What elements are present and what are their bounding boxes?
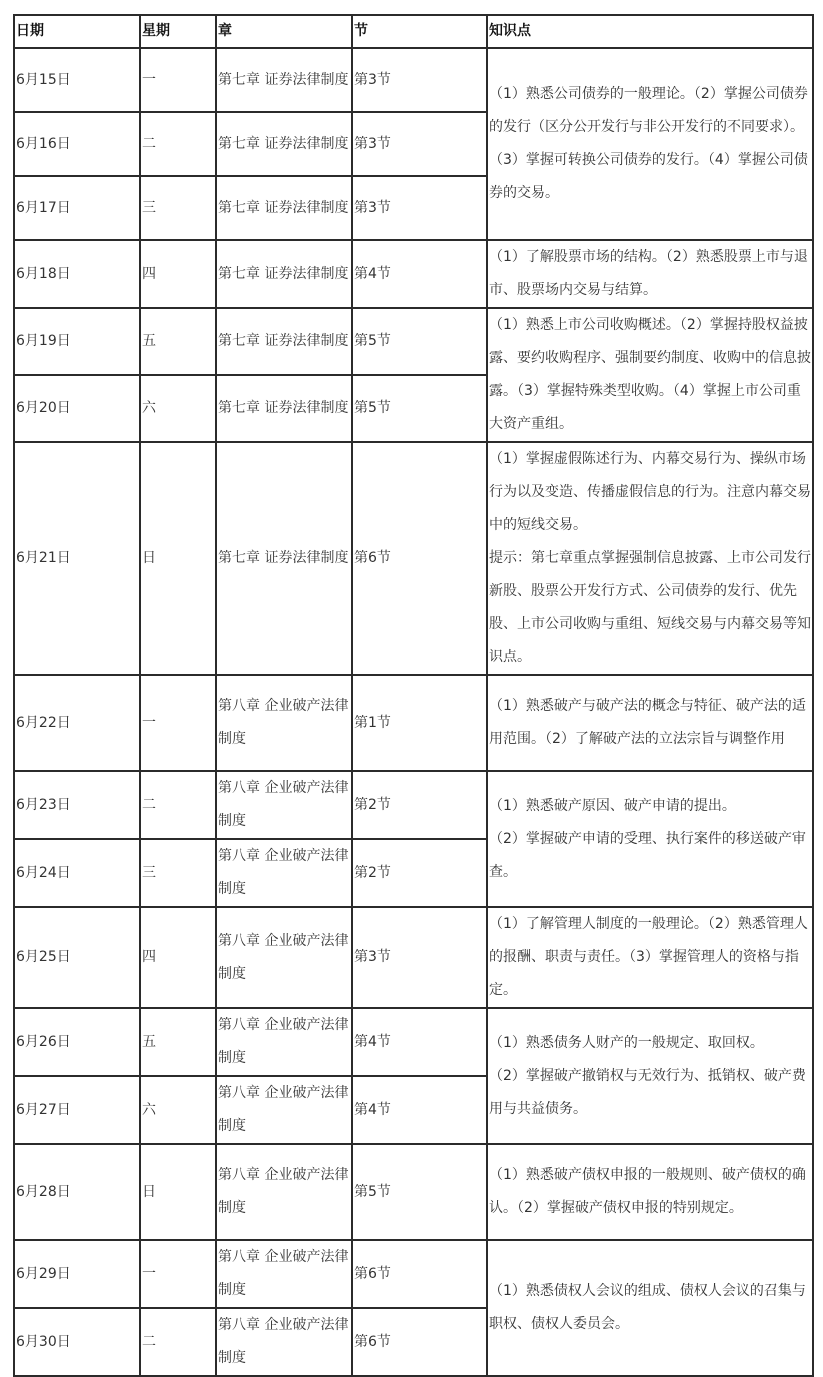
date-cell: 6月19日 <box>14 308 140 375</box>
knowledge-text: （1）掌握虚假陈述行为、内幕交易行为、操纵市场行为以及变造、传播虚假信息的行为。注意内幕交易中的短线交易。 <box>489 451 811 533</box>
knowledge-text: （1）了解股票市场的结构。（2）熟悉股票上市与退市、股票场内交易与结算。 <box>489 249 808 298</box>
chapter-cell: 第七章 证券法律制度 <box>216 176 352 240</box>
chapter-cell: 第八章 企业破产法律制度 <box>216 907 352 1008</box>
knowledge-cell <box>487 675 813 771</box>
chapter-cell: 第八章 企业破产法律制度 <box>216 839 352 907</box>
knowledge-cell <box>487 907 813 1008</box>
table-row <box>14 442 813 675</box>
date-cell: 6月28日 <box>14 1144 140 1240</box>
header-weekday: 星期 <box>140 15 216 48</box>
knowledge-text: （1）熟悉破产原因、破产申请的提出。 <box>489 797 736 814</box>
knowledge-cell <box>487 771 813 907</box>
table-row <box>14 1008 813 1076</box>
knowledge-text: （1）熟悉破产债权申报的一般规则、破产债权的确认。（2）掌握破产债权申报的特别规定。 <box>489 1167 806 1216</box>
knowledge-text: （1）了解管理人制度的一般理论。（2）熟悉管理人的报酬、职责与责任。（3）掌握管理人的资格与指定。 <box>489 916 808 998</box>
date-cell: 6月25日 <box>14 907 140 1008</box>
knowledge-cell <box>487 240 813 308</box>
knowledge-cell <box>487 442 813 675</box>
section-cell: 第6节 <box>352 1308 487 1376</box>
knowledge-text: （1）熟悉债权人会议的组成、债权人会议的召集与职权、债权人委员会。 <box>489 1283 806 1332</box>
table-row <box>14 308 813 375</box>
section-cell: 第5节 <box>352 375 487 442</box>
chapter-cell: 第八章 企业破产法律制度 <box>216 1240 352 1308</box>
section-cell: 第6节 <box>352 442 487 675</box>
weekday-cell: 六 <box>140 1076 216 1144</box>
header-date: 日期 <box>14 15 140 48</box>
knowledge-text: （1）熟悉上市公司收购概述。（2）掌握持股权益披露、要约收购程序、强制要约制度、收购中的信息披露。（3）掌握特殊类型收购。（4）掌握上市公司重大资产重组。 <box>489 317 811 432</box>
date-cell: 6月23日 <box>14 771 140 839</box>
date-cell: 6月20日 <box>14 375 140 442</box>
table-row <box>14 240 813 308</box>
section-cell: 第2节 <box>352 839 487 907</box>
section-cell: 第5节 <box>352 308 487 375</box>
knowledge-text-2: （2）掌握破产撤销权与无效行为、抵销权、破产费用与共益债务。 <box>489 1067 806 1117</box>
chapter-cell: 第七章 证券法律制度 <box>216 48 352 112</box>
chapter-cell: 第七章 证券法律制度 <box>216 240 352 308</box>
weekday-cell: 日 <box>140 442 216 675</box>
section-cell: 第4节 <box>352 240 487 308</box>
header-chapter: 章 <box>216 15 352 48</box>
header-section: 节 <box>352 15 487 48</box>
date-cell: 6月30日 <box>14 1308 140 1376</box>
knowledge-cell <box>487 48 813 240</box>
knowledge-cell <box>487 1144 813 1240</box>
section-cell: 第6节 <box>352 1240 487 1308</box>
weekday-cell: 一 <box>140 48 216 112</box>
date-cell: 6月27日 <box>14 1076 140 1144</box>
chapter-cell: 第七章 证券法律制度 <box>216 442 352 675</box>
date-cell: 6月17日 <box>14 176 140 240</box>
section-cell: 第3节 <box>352 176 487 240</box>
table-row <box>14 771 813 839</box>
section-cell: 第1节 <box>352 675 487 771</box>
weekday-cell: 三 <box>140 839 216 907</box>
section-cell: 第3节 <box>352 112 487 176</box>
table-row <box>14 48 813 112</box>
weekday-cell: 二 <box>140 112 216 176</box>
knowledge-text-2: （2）掌握破产申请的受理、执行案件的移送破产审查。 <box>489 830 806 880</box>
knowledge-text: （1）熟悉债务人财产的一般规定、取回权。 <box>489 1034 764 1051</box>
chapter-cell: 第八章 企业破产法律制度 <box>216 1076 352 1144</box>
section-cell: 第4节 <box>352 1008 487 1076</box>
section-cell: 第3节 <box>352 907 487 1008</box>
weekday-cell: 四 <box>140 907 216 1008</box>
section-cell: 第3节 <box>352 48 487 112</box>
knowledge-cell <box>487 1008 813 1144</box>
section-cell: 第5节 <box>352 1144 487 1240</box>
knowledge-cell <box>487 1240 813 1376</box>
chapter-cell: 第八章 企业破产法律制度 <box>216 1008 352 1076</box>
knowledge-text: （1）熟悉公司债券的一般理论。（2）掌握公司债券的发行（区分公开发行与非公开发行的不同要求）。（3）掌握可转换公司债券的发行。（4）掌握公司债券的交易。 <box>489 86 808 201</box>
weekday-cell: 二 <box>140 771 216 839</box>
chapter-cell: 第七章 证券法律制度 <box>216 375 352 442</box>
study-schedule-table <box>13 14 814 1377</box>
table-row <box>14 1240 813 1308</box>
chapter-cell: 第八章 企业破产法律制度 <box>216 771 352 839</box>
chapter-cell: 第八章 企业破产法律制度 <box>216 675 352 771</box>
header-knowledge: 知识点 <box>487 15 813 48</box>
chapter-cell: 第七章 证券法律制度 <box>216 112 352 176</box>
date-cell: 6月26日 <box>14 1008 140 1076</box>
date-cell: 6月21日 <box>14 442 140 675</box>
weekday-cell: 五 <box>140 308 216 375</box>
section-cell: 第2节 <box>352 771 487 839</box>
date-cell: 6月22日 <box>14 675 140 771</box>
weekday-cell: 一 <box>140 675 216 771</box>
section-cell: 第4节 <box>352 1076 487 1144</box>
weekday-cell: 五 <box>140 1008 216 1076</box>
date-cell: 6月18日 <box>14 240 140 308</box>
knowledge-text: （1）熟悉破产与破产法的概念与特征、破产法的适用范围。（2）了解破产法的立法宗旨与调整作用 <box>489 698 806 747</box>
date-cell: 6月29日 <box>14 1240 140 1308</box>
weekday-cell: 日 <box>140 1144 216 1240</box>
weekday-cell: 二 <box>140 1308 216 1376</box>
header-row <box>14 15 813 48</box>
knowledge-tip: 提示：第七章重点掌握强制信息披露、上市公司发行新股、股票公开发行方式、公司债券的发行、优先股、上市公司收购与重组、短线交易与内幕交易等知识点。 <box>489 550 811 665</box>
knowledge-cell <box>487 308 813 442</box>
weekday-cell: 三 <box>140 176 216 240</box>
weekday-cell: 六 <box>140 375 216 442</box>
weekday-cell: 一 <box>140 1240 216 1308</box>
table-row <box>14 1144 813 1240</box>
table-row <box>14 675 813 771</box>
chapter-cell: 第八章 企业破产法律制度 <box>216 1144 352 1240</box>
chapter-cell: 第七章 证券法律制度 <box>216 308 352 375</box>
chapter-cell: 第八章 企业破产法律制度 <box>216 1308 352 1376</box>
table-row <box>14 907 813 1008</box>
date-cell: 6月16日 <box>14 112 140 176</box>
weekday-cell: 四 <box>140 240 216 308</box>
date-cell: 6月24日 <box>14 839 140 907</box>
date-cell: 6月15日 <box>14 48 140 112</box>
